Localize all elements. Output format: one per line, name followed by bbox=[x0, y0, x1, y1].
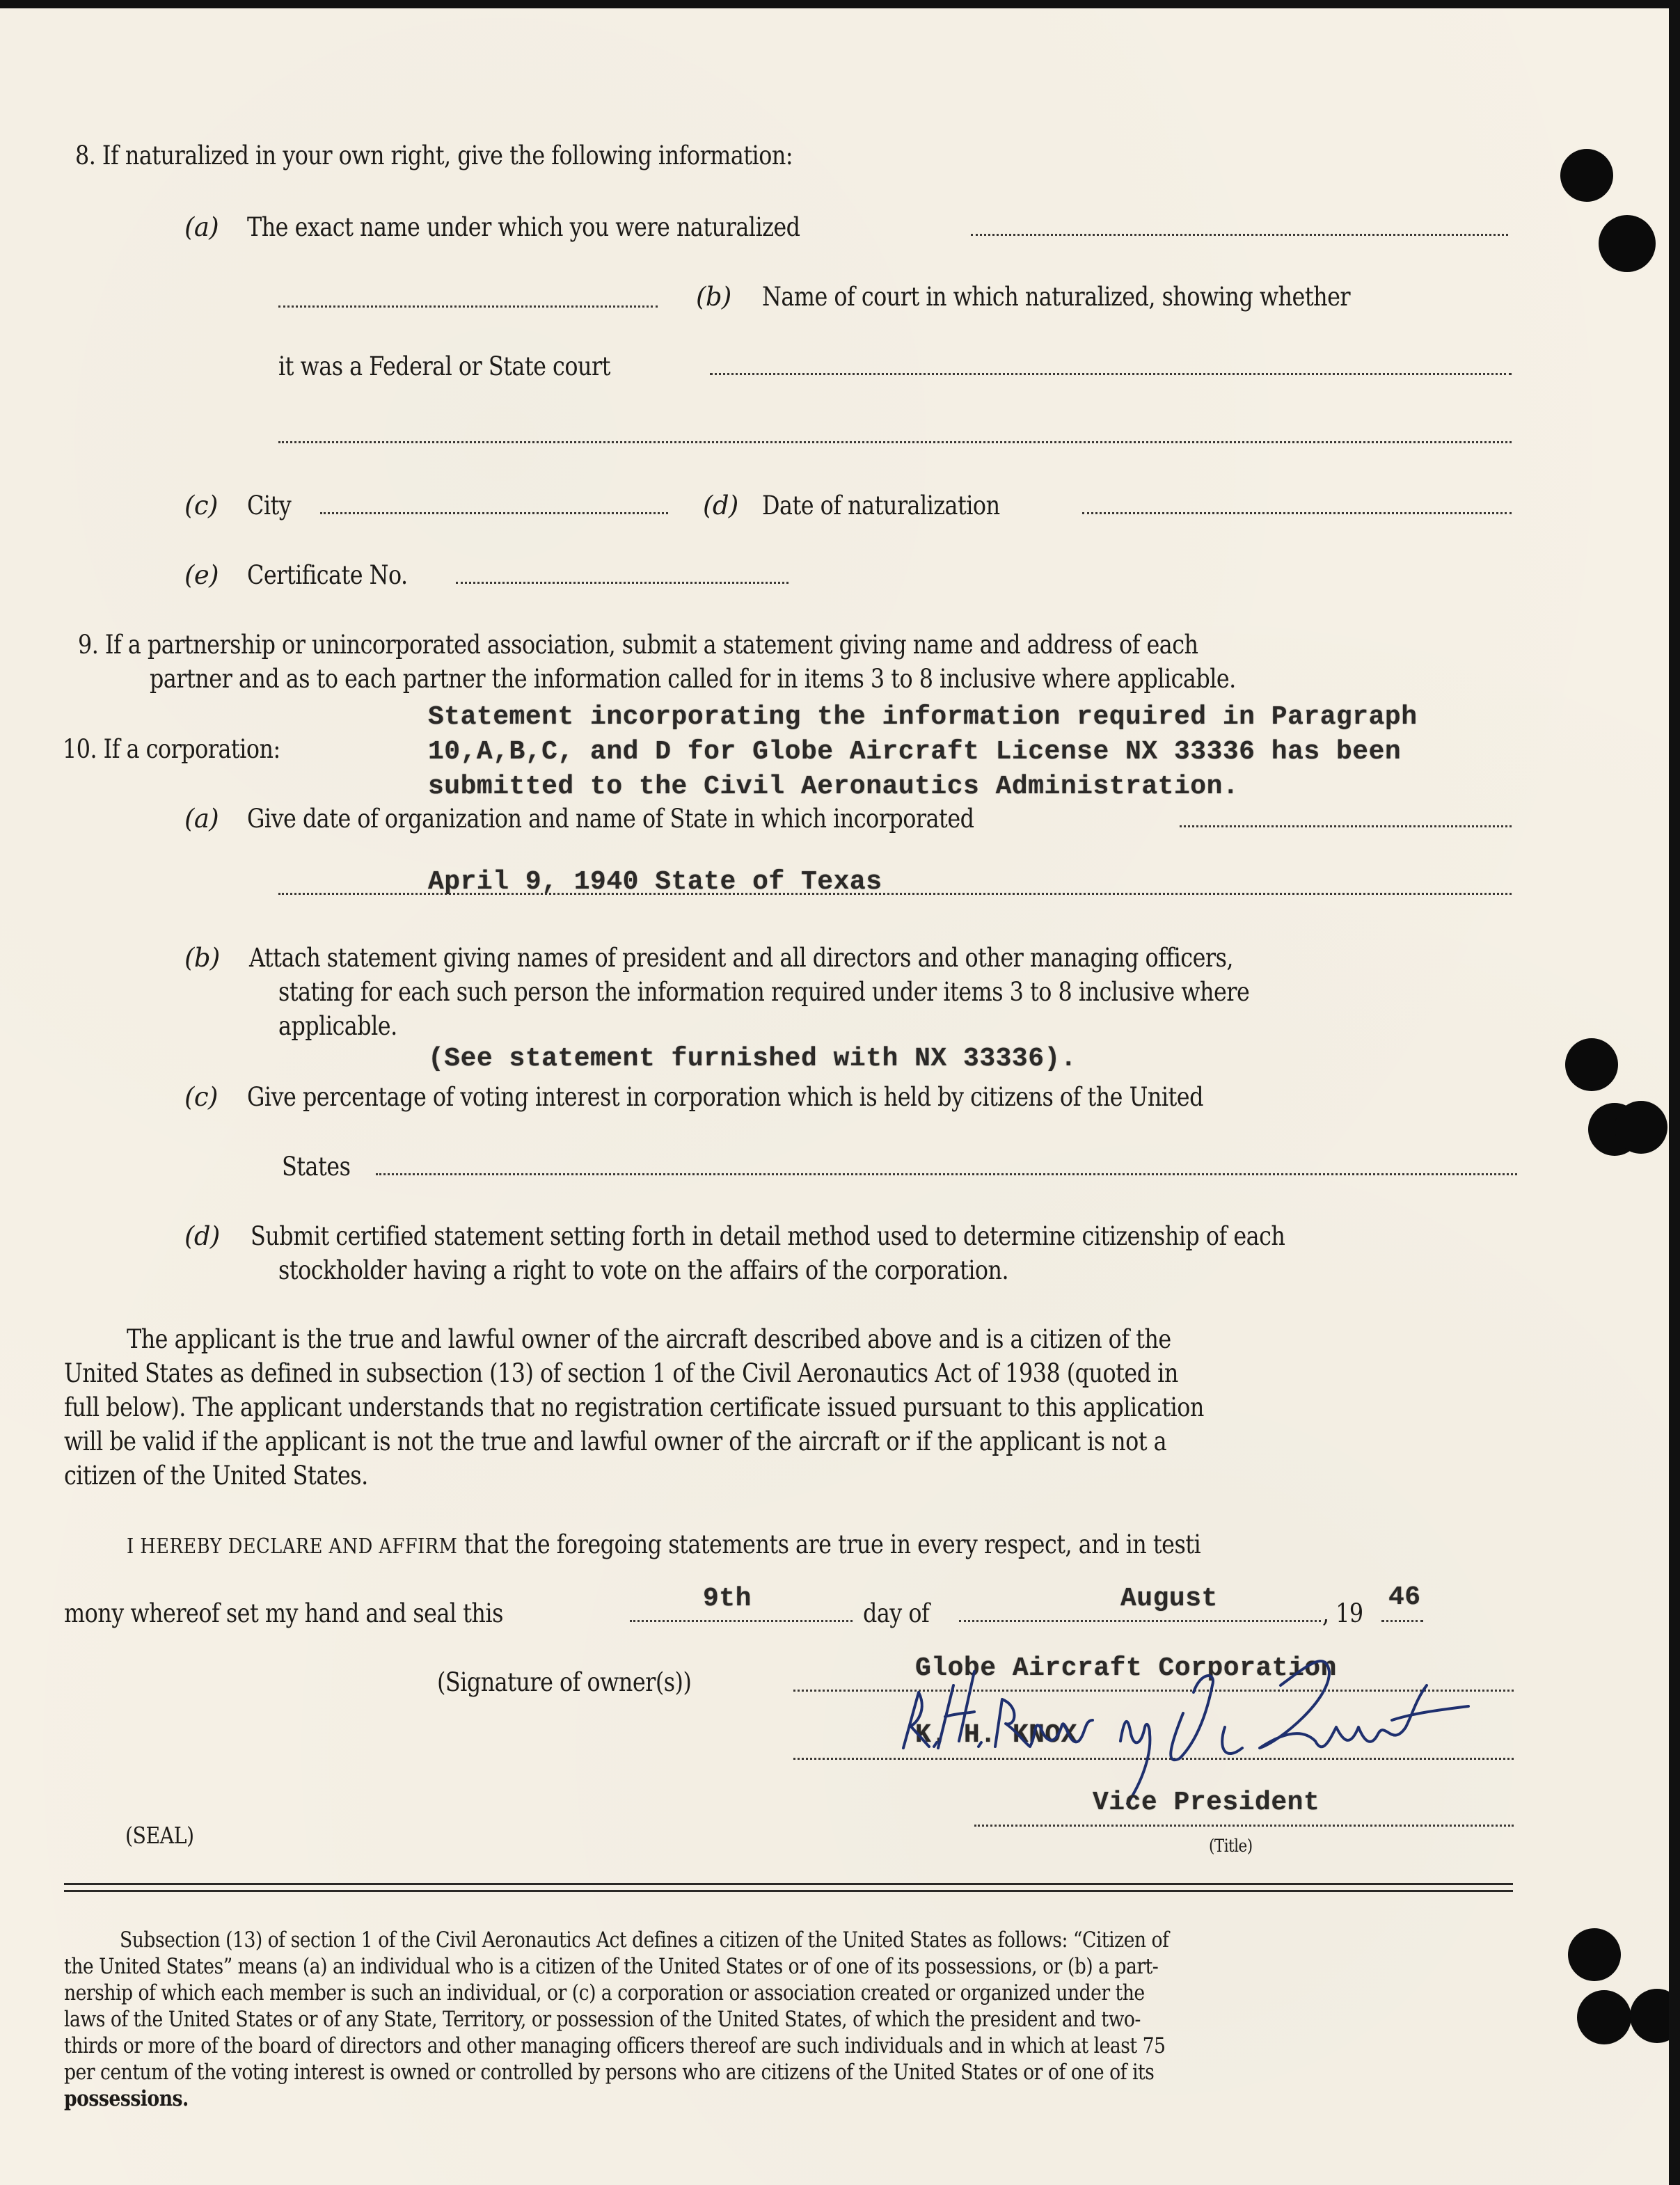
declaration-line3: full below). The applicant understands that no registration certificate issued pursuant to this application bbox=[64, 1392, 1204, 1422]
affirm-line bbox=[127, 1530, 1200, 1562]
item10-b-line1: Attach statement giving names of president and all directors and other managing officers, bbox=[249, 943, 1234, 973]
naturalized-name-field[interactable] bbox=[971, 234, 1508, 236]
punch-hole bbox=[1560, 149, 1613, 202]
item8-b-text: Name of court in which naturalized, showing whether bbox=[762, 282, 1351, 312]
item8-e-text: Certificate No. bbox=[247, 560, 408, 590]
company-name-typed: Globe Aircraft Corporation bbox=[915, 1653, 1337, 1683]
typed-note-line1: Statement incorporating the information required in Paragraph bbox=[428, 702, 1418, 732]
punch-hole bbox=[1568, 1928, 1621, 1981]
month-value[interactable]: August bbox=[1120, 1584, 1218, 1614]
naturalization-date-field[interactable] bbox=[1082, 512, 1512, 514]
title-caption: (Title) bbox=[1209, 1836, 1253, 1856]
scan-right-border bbox=[1669, 0, 1680, 2185]
item10-c-line2: States bbox=[282, 1152, 351, 1182]
declaration-line5: citizen of the United States. bbox=[64, 1461, 368, 1491]
item9-line2: partner and as to each partner the information called for in items 3 to 8 inclusive where applicable. bbox=[150, 664, 1236, 694]
item10-d-line1: Submit certified statement setting forth in detail method used to determine citizenship of each bbox=[251, 1221, 1285, 1251]
item9-line1: 9. If a partnership or unincorporated association, submit a statement giving name and address of each bbox=[78, 630, 1198, 660]
month-field[interactable] bbox=[959, 1620, 1321, 1622]
footer-line5: thirds or more of the board of directors and other managing officers thereof are such individuals and in which at least 75 bbox=[64, 2033, 1166, 2058]
item8-d-text: Date of naturalization bbox=[762, 491, 1000, 521]
day-of-text: day of bbox=[863, 1598, 930, 1628]
item10-a-label: (a) bbox=[184, 804, 219, 834]
item8-b-label: (b) bbox=[696, 282, 731, 312]
item10-a-text: Give date of organization and name of State in which incorporated bbox=[247, 804, 974, 834]
item10-b-line3: applicable. bbox=[278, 1011, 397, 1041]
signature-label: (Signature of owner(s)) bbox=[437, 1667, 692, 1697]
seal-label: (SEAL) bbox=[125, 1822, 194, 1849]
incorporation-field-cont[interactable] bbox=[278, 893, 1512, 895]
declaration-line2: United States as defined in subsection (13) of section 1 of the Civil Aeronautics Act of 1938 (quoted in bbox=[64, 1358, 1178, 1388]
scan-top-border bbox=[0, 0, 1680, 8]
item8-a-label: (a) bbox=[184, 212, 219, 242]
handwritten-signature bbox=[891, 1644, 1573, 1811]
item8-c-label: (c) bbox=[184, 491, 218, 521]
directors-statement-note: (See statement furnished with NX 33336). bbox=[428, 1044, 1077, 1074]
punch-hole bbox=[1615, 1101, 1667, 1154]
item10-c-line1: Give percentage of voting interest in corporation which is held by citizens of the United bbox=[247, 1082, 1203, 1112]
year-field[interactable] bbox=[1381, 1620, 1423, 1622]
title-field[interactable] bbox=[974, 1825, 1514, 1827]
form-page bbox=[0, 8, 1669, 2185]
certificate-number-field[interactable] bbox=[456, 582, 789, 584]
item8-c-text: City bbox=[247, 491, 292, 521]
incorporation-value[interactable]: April 9, 1940 State of Texas bbox=[428, 867, 882, 897]
item10-b-label: (b) bbox=[184, 943, 220, 973]
item10-d-label: (d) bbox=[184, 1221, 220, 1251]
footer-line4: laws of the United States or of any State, Territory, or possession of the United States, of which the president and two- bbox=[64, 2007, 1141, 2032]
punch-hole bbox=[1565, 1038, 1618, 1091]
item10-c-label: (c) bbox=[184, 1082, 218, 1112]
footer-line3: nership of which each member is such an individual, or (c) a corporation or association created or organized under the bbox=[64, 1980, 1145, 2005]
year-value[interactable]: 46 bbox=[1388, 1582, 1421, 1612]
voting-interest-field[interactable] bbox=[376, 1173, 1517, 1175]
signer-name-typed: K. H. KNOX bbox=[915, 1720, 1078, 1750]
punch-hole bbox=[1577, 1990, 1631, 2044]
item8-heading: 8. If naturalized in your own right, give the following information: bbox=[75, 141, 793, 170]
declaration-line1: The applicant is the true and lawful owner of the aircraft described above and is a citizen of the bbox=[127, 1324, 1171, 1354]
item10-b-line2: stating for each such person the information required under items 3 to 8 inclusive where bbox=[278, 977, 1250, 1007]
footer-line6: per centum of the voting interest is owned or controlled by persons who are citizens of the United States or of one of its bbox=[64, 2060, 1155, 2085]
item8-e-label: (e) bbox=[184, 560, 219, 590]
item10-d-line2: stockholder having a right to vote on the affairs of the corporation. bbox=[278, 1255, 1009, 1285]
typed-note-line3: submitted to the Civil Aeronautics Administration. bbox=[428, 772, 1239, 802]
day-value[interactable]: 9th bbox=[703, 1584, 752, 1614]
mony-text: mony whereof set my hand and seal this bbox=[64, 1598, 503, 1628]
typed-note-line2: 10,A,B,C, and D for Globe Aircraft License NX 33336 has been bbox=[428, 737, 1402, 767]
court-name-field-cont[interactable] bbox=[278, 441, 1512, 443]
footer-line2: the United States” means (a) an individual who is a citizen of the United States or of one of its possessions, or (b) a part- bbox=[64, 1954, 1159, 1979]
city-field[interactable] bbox=[320, 512, 668, 514]
footer-line7: possessions. bbox=[64, 2086, 189, 2111]
footer-rule-top bbox=[64, 1883, 1513, 1885]
footer-line1: Subsection (13) of section 1 of the Civil Aeronautics Act defines a citizen of the United States as follows: “Citizen of bbox=[120, 1928, 1169, 1953]
item8-d-label: (d) bbox=[703, 491, 738, 521]
footer-rule-bottom bbox=[64, 1890, 1513, 1892]
title-value[interactable]: Vice President bbox=[1093, 1788, 1320, 1818]
naturalized-name-field-cont[interactable] bbox=[278, 305, 658, 308]
affirm-rest: that the foregoing statements are true in every respect, and in testi bbox=[463, 1530, 1201, 1559]
court-name-field[interactable] bbox=[710, 373, 1512, 375]
punch-hole bbox=[1599, 215, 1656, 272]
declaration-line4: will be valid if the applicant is not the true and lawful owner of the aircraft or if the applicant is not a bbox=[64, 1427, 1167, 1456]
item10-heading: 10. If a corporation: bbox=[63, 734, 280, 764]
year-prefix: , 19 bbox=[1322, 1598, 1363, 1628]
item8-a-text: The exact name under which you were naturalized bbox=[247, 212, 800, 242]
affirm-caps: I HEREBY DECLARE AND AFFIRM bbox=[127, 1534, 458, 1559]
incorporation-field[interactable] bbox=[1180, 825, 1512, 827]
item8-b-text2: it was a Federal or State court bbox=[278, 351, 610, 381]
day-field[interactable] bbox=[630, 1620, 853, 1622]
